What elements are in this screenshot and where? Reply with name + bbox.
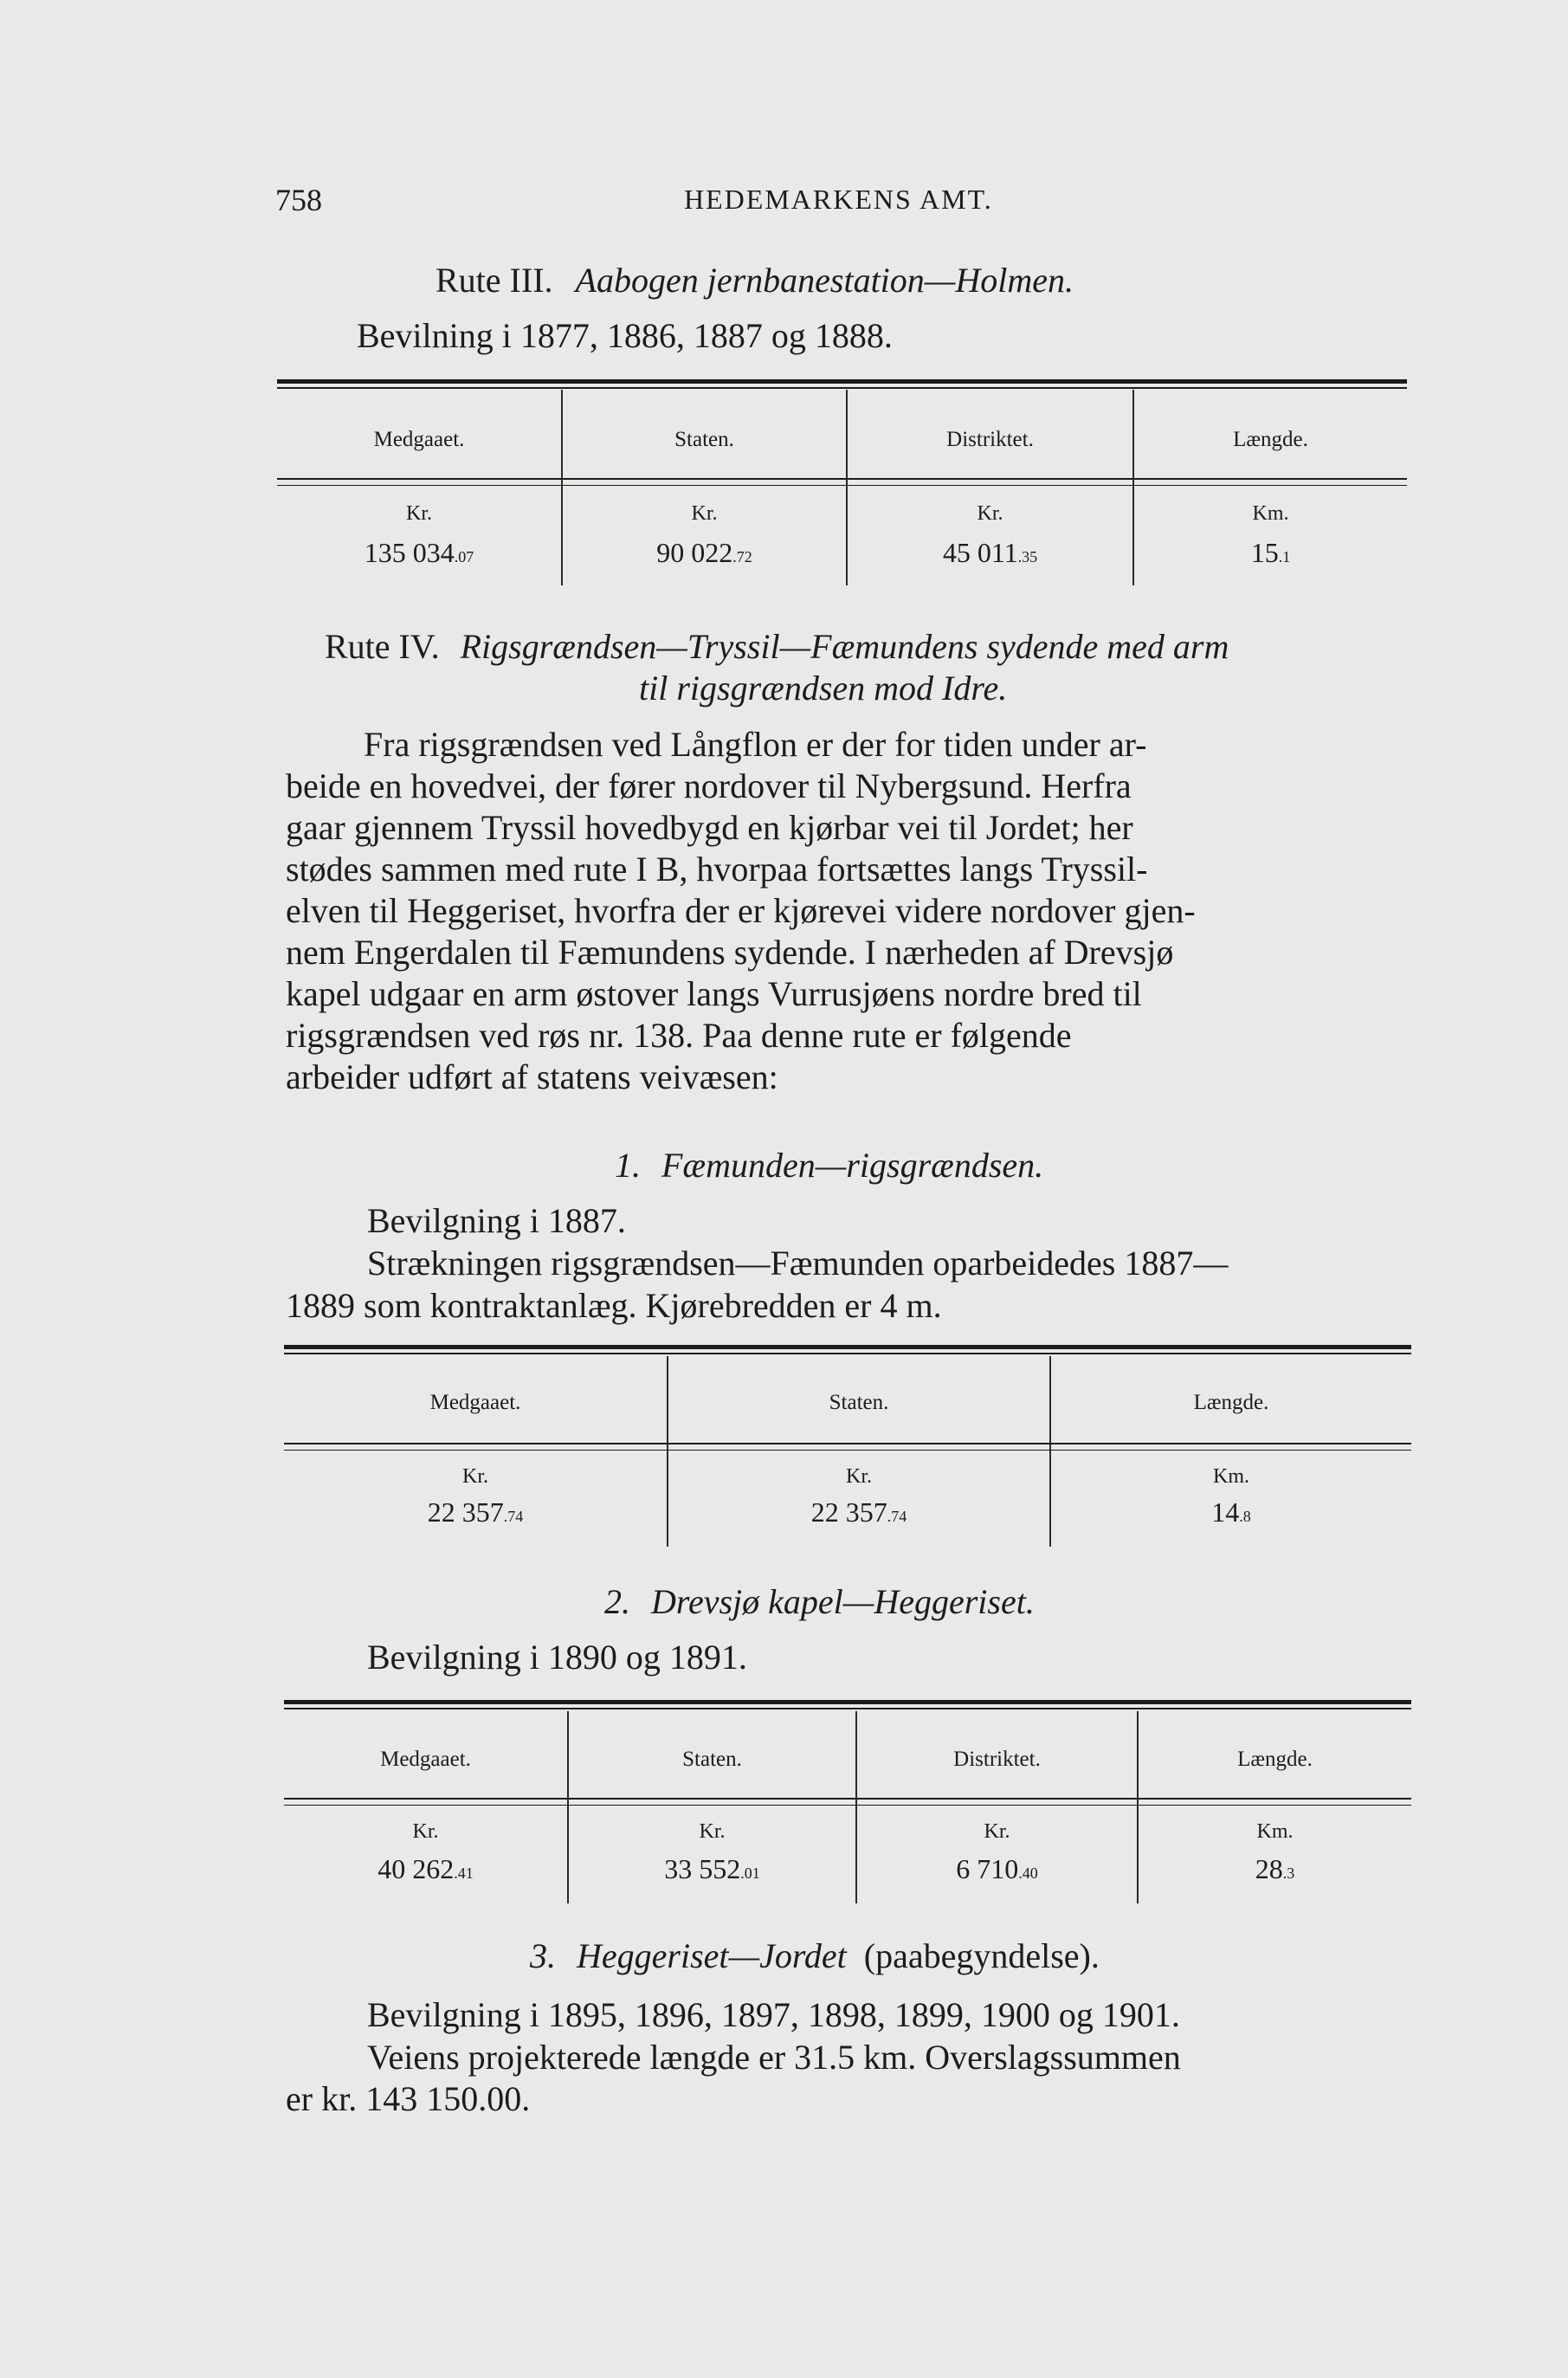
table-header: Medgaaet. [373, 428, 465, 451]
table-header: Distriktet. [946, 428, 1034, 451]
table-value: 14.8 [1211, 1496, 1251, 1528]
section3-text-line1: Veiens projekterede længde er 31.5 km. Overslagssummen [367, 2038, 1181, 2077]
section1-text-line2: 1889 som kontraktanlæg. Kjørebredden er 4 m. [286, 1286, 942, 1325]
paragraph-line: stødes sammen med rute I B, hvorpaa fortsættes langs Tryssil- [286, 850, 1148, 889]
rute4-label: Rute IV. [325, 627, 440, 666]
table-unit: Kr. [412, 1820, 439, 1843]
table-header: Distriktet. [953, 1748, 1041, 1771]
table-header: Medgaaet. [429, 1391, 521, 1414]
table-value: 6 710.40 [956, 1853, 1038, 1884]
table-unit: Kr. [699, 1820, 726, 1843]
paragraph-line: elven til Heggeriset, hvorfra der er kjørevei videre nordover gjen- [286, 891, 1196, 930]
section1-heading [615, 1145, 1043, 1186]
table-unit: Kr. [846, 1465, 872, 1488]
section2-number: 2. [604, 1582, 630, 1621]
rute3-grant: Bevilning i 1877, 1886, 1887 og 1888. [357, 316, 893, 355]
table-header: Længde. [1237, 1748, 1313, 1771]
paragraph-line: arbeider udført af statens veivæsen: [286, 1057, 778, 1096]
section3-title: Heggeriset—Jordet [577, 1936, 847, 1975]
rute4-paragraph [286, 724, 1411, 1098]
section2-grant: Bevilgning i 1890 og 1891. [367, 1638, 747, 1677]
rute4-route-line1: Rigsgrændsen—Tryssil—Fæmundens sydende med arm [460, 627, 1229, 666]
table-unit: Kr. [462, 1465, 488, 1488]
table-header: Længde. [1233, 428, 1308, 451]
table-value: 15.1 [1250, 537, 1291, 568]
section3-grant: Bevilgning i 1895, 1896, 1897, 1898, 1899, 1900 og 1901. [367, 1995, 1180, 2034]
table-unit: Km. [1256, 1820, 1294, 1843]
rute3-route: Aabogen jernbanestation—Holmen. [575, 261, 1074, 300]
section1-grant: Bevilgning i 1887. [367, 1201, 626, 1240]
rute3-label: Rute III. [436, 261, 553, 300]
section2-heading [604, 1581, 1035, 1622]
paragraph-line: kapel udgaar en arm østover langs Vurrusjøens nordre bred til [286, 974, 1142, 1013]
table-unit: Kr. [977, 502, 1003, 525]
table-value: 45 011.35 [942, 537, 1038, 568]
table-unit: Kr. [691, 502, 718, 525]
rute3-heading [436, 260, 1074, 300]
table-header: Staten. [829, 1391, 889, 1414]
paragraph-line: beide en hovedvei, der fører nordover til Nybergsund. Herfra [286, 766, 1132, 805]
section1-text-line1: Strækningen rigsgrændsen—Fæmunden oparbeidedes 1887— [367, 1244, 1229, 1283]
table-header: Længde. [1193, 1391, 1269, 1414]
table-unit: Km. [1213, 1465, 1249, 1488]
table-unit: Kr. [984, 1820, 1010, 1843]
table-unit: Km. [1252, 502, 1289, 525]
table-value: 33 552.01 [664, 1853, 760, 1884]
section3-number: 3. [530, 1936, 556, 1975]
section3-text-line2: er kr. 143 150.00. [286, 2079, 531, 2118]
section3-heading [530, 1935, 1100, 1976]
table-value: 40 262.41 [377, 1853, 474, 1884]
running-title: HEDEMARKENS AMT. [684, 184, 993, 215]
paragraph-line: Fra rigsgrændsen ved Långflon er der for tiden under ar- [364, 725, 1147, 764]
table-value: 22 357.74 [427, 1496, 524, 1528]
page-number: 758 [275, 183, 322, 217]
paragraph-line: gaar gjennem Tryssil hovedbygd en kjørbar vei til Jordet; her [286, 808, 1133, 847]
table-value: 135 034.07 [364, 537, 474, 568]
rute4-heading [325, 626, 1229, 667]
table-unit: Kr. [406, 502, 432, 525]
section2-title: Drevsjø kapel—Heggeriset. [651, 1582, 1035, 1621]
section1-title: Fæmunden—rigsgrændsen. [661, 1146, 1044, 1185]
table-value: 90 022.72 [656, 537, 752, 568]
section3-title-suffix: (paabegyndelse). [863, 1936, 1100, 1975]
rute4-route-line2: til rigsgrændsen mod Idre. [639, 669, 1008, 708]
table-header: Medgaaet. [380, 1748, 471, 1771]
table-header: Staten. [674, 428, 734, 451]
paragraph-line: rigsgrændsen ved røs nr. 138. Paa denne rute er følgende [286, 1016, 1072, 1055]
section1-number: 1. [615, 1146, 641, 1185]
table-value: 28.3 [1255, 1853, 1295, 1884]
paragraph-line: nem Engerdalen til Fæmundens sydende. I nærheden af Drevsjø [286, 933, 1174, 972]
table-header: Staten. [682, 1748, 742, 1771]
table-value: 22 357.74 [810, 1496, 907, 1528]
